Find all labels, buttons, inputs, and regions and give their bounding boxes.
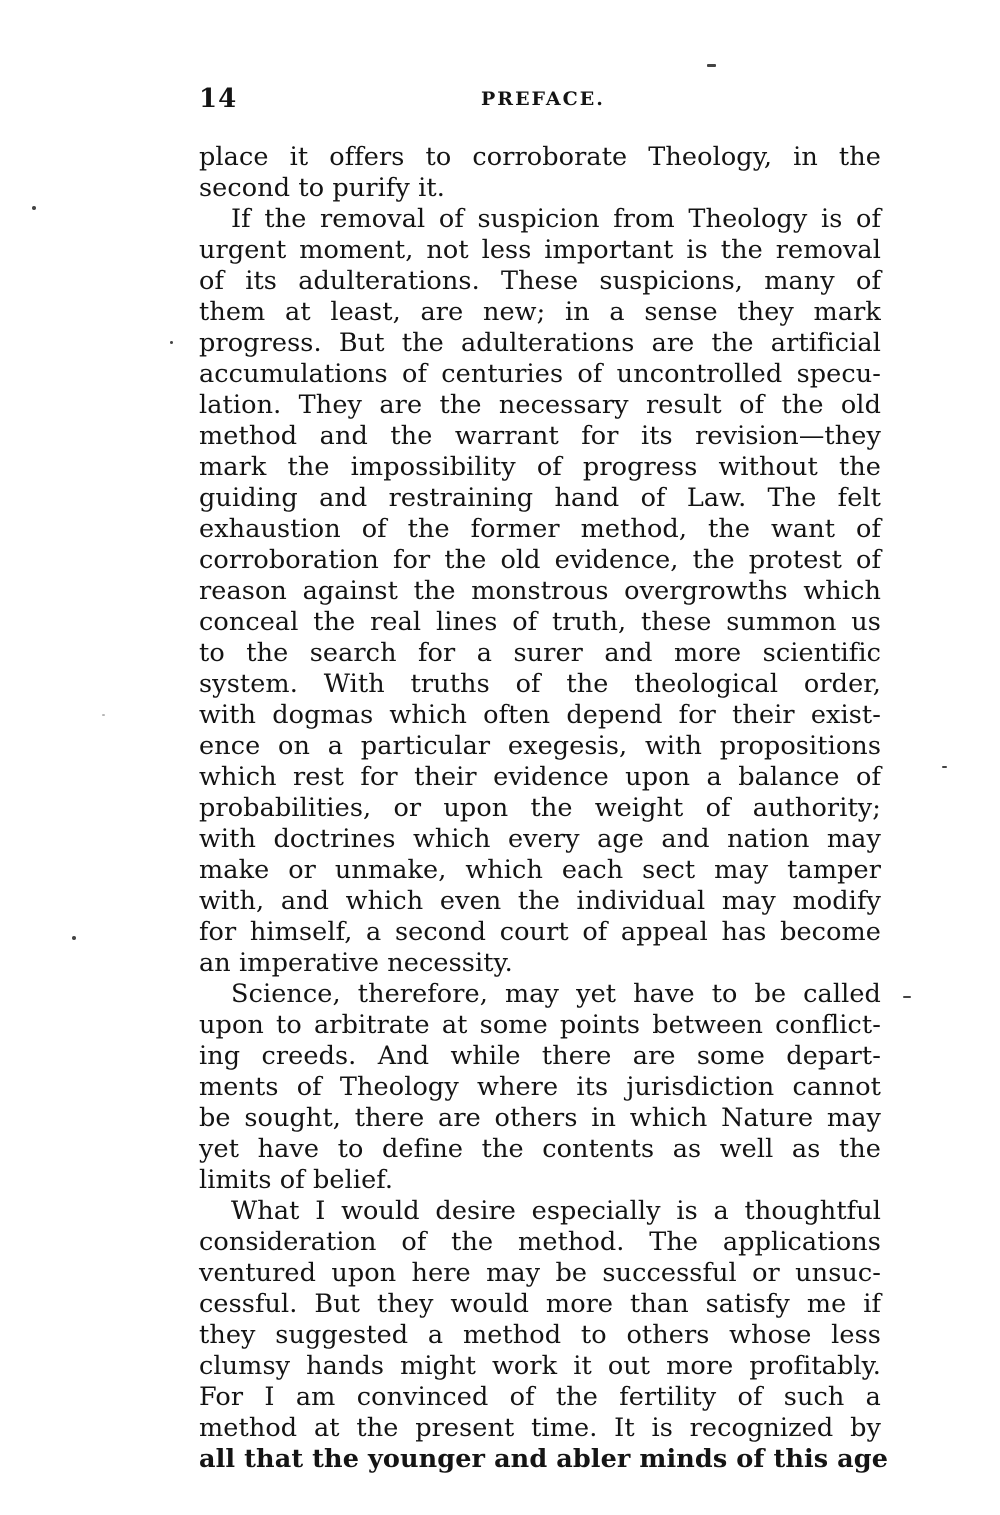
text-line: an imperative necessity. bbox=[199, 948, 513, 978]
text-line: ence on a particular exegesis, with propositions bbox=[199, 731, 881, 761]
text-line: limits of belief. bbox=[199, 1165, 394, 1195]
scan-speck bbox=[707, 64, 716, 67]
text-line: upon to arbitrate at some points between conflict- bbox=[199, 1010, 881, 1040]
text-line: guiding and restraining hand of Law. The felt bbox=[199, 483, 881, 513]
text-line: system. With truths of the theological order, bbox=[199, 669, 881, 699]
text-line: with dogmas which often depend for their exist- bbox=[199, 700, 881, 730]
text-line: with doctrines which every age and nation may bbox=[199, 824, 881, 854]
text-line: exhaustion of the former method, the want of bbox=[199, 514, 881, 544]
text-line: accumulations of centuries of uncontrolled specu- bbox=[199, 359, 881, 389]
text-line: ments of Theology where its jurisdiction cannot bbox=[199, 1072, 881, 1102]
text-line: corroboration for the old evidence, the protest of bbox=[199, 545, 881, 575]
text-line: cessful. But they would more than satisfy me if bbox=[199, 1289, 881, 1319]
text-line: progress. But the adulterations are the artificial bbox=[199, 328, 881, 358]
text-line: What I would desire especially is a thoughtful bbox=[231, 1196, 881, 1226]
text-line: second to purify it. bbox=[199, 173, 445, 203]
text-line: of its adulterations. These suspicions, many of bbox=[199, 266, 881, 296]
scan-speck bbox=[72, 936, 76, 940]
text-line: method at the present time. It is recognized by bbox=[199, 1413, 881, 1443]
text-line: them at least, are new; in a sense they mark bbox=[199, 297, 881, 327]
text-line: If the removal of suspicion from Theology is of bbox=[231, 204, 881, 234]
text-line: For I am convinced of the fertility of such a bbox=[199, 1382, 881, 1412]
body-text bbox=[199, 142, 889, 1475]
text-line: yet have to define the contents as well as the bbox=[199, 1134, 881, 1164]
text-line: ing creeds. And while there are some depart- bbox=[199, 1041, 881, 1071]
scan-speck bbox=[170, 341, 173, 344]
text-line: for himself, a second court of appeal has become bbox=[199, 917, 881, 947]
text-line: place it offers to corroborate Theology, in the bbox=[199, 142, 881, 172]
text-line: ventured upon here may be successful or unsuc- bbox=[199, 1258, 881, 1288]
text-line: method and the warrant for its revision—they bbox=[199, 421, 881, 451]
text-line: reason against the monstrous overgrowths which bbox=[199, 576, 881, 606]
scan-speck bbox=[942, 766, 947, 768]
text-line: with, and which even the individual may modify bbox=[199, 886, 881, 916]
text-line: urgent moment, not less important is the removal bbox=[199, 235, 881, 265]
text-line: mark the impossibility of progress without the bbox=[199, 452, 881, 482]
text-line: they suggested a method to others whose less bbox=[199, 1320, 881, 1350]
text-line: be sought, there are others in which Nature may bbox=[199, 1103, 881, 1133]
text-line: make or unmake, which each sect may tamper bbox=[199, 855, 881, 885]
text-line: consideration of the method. The applications bbox=[199, 1227, 881, 1257]
text-line: conceal the real lines of truth, these summon us bbox=[199, 607, 881, 637]
scan-speck bbox=[903, 996, 911, 998]
scan-speck bbox=[102, 714, 105, 716]
scan-speck bbox=[32, 206, 36, 210]
page-header bbox=[199, 84, 881, 114]
page-number: 14 bbox=[199, 84, 238, 114]
text-line: to the search for a surer and more scientific bbox=[199, 638, 881, 668]
running-title: PREFACE. bbox=[481, 88, 605, 110]
text-line: Science, therefore, may yet have to be called bbox=[231, 979, 881, 1009]
text-line: all that the younger and abler minds of this age bbox=[199, 1444, 889, 1474]
text-line: lation. They are the necessary result of the old bbox=[199, 390, 881, 420]
text-line: probabilities, or upon the weight of authority; bbox=[199, 793, 881, 823]
text-line: clumsy hands might work it out more profitably. bbox=[199, 1351, 881, 1381]
text-line: which rest for their evidence upon a balance of bbox=[199, 762, 881, 792]
